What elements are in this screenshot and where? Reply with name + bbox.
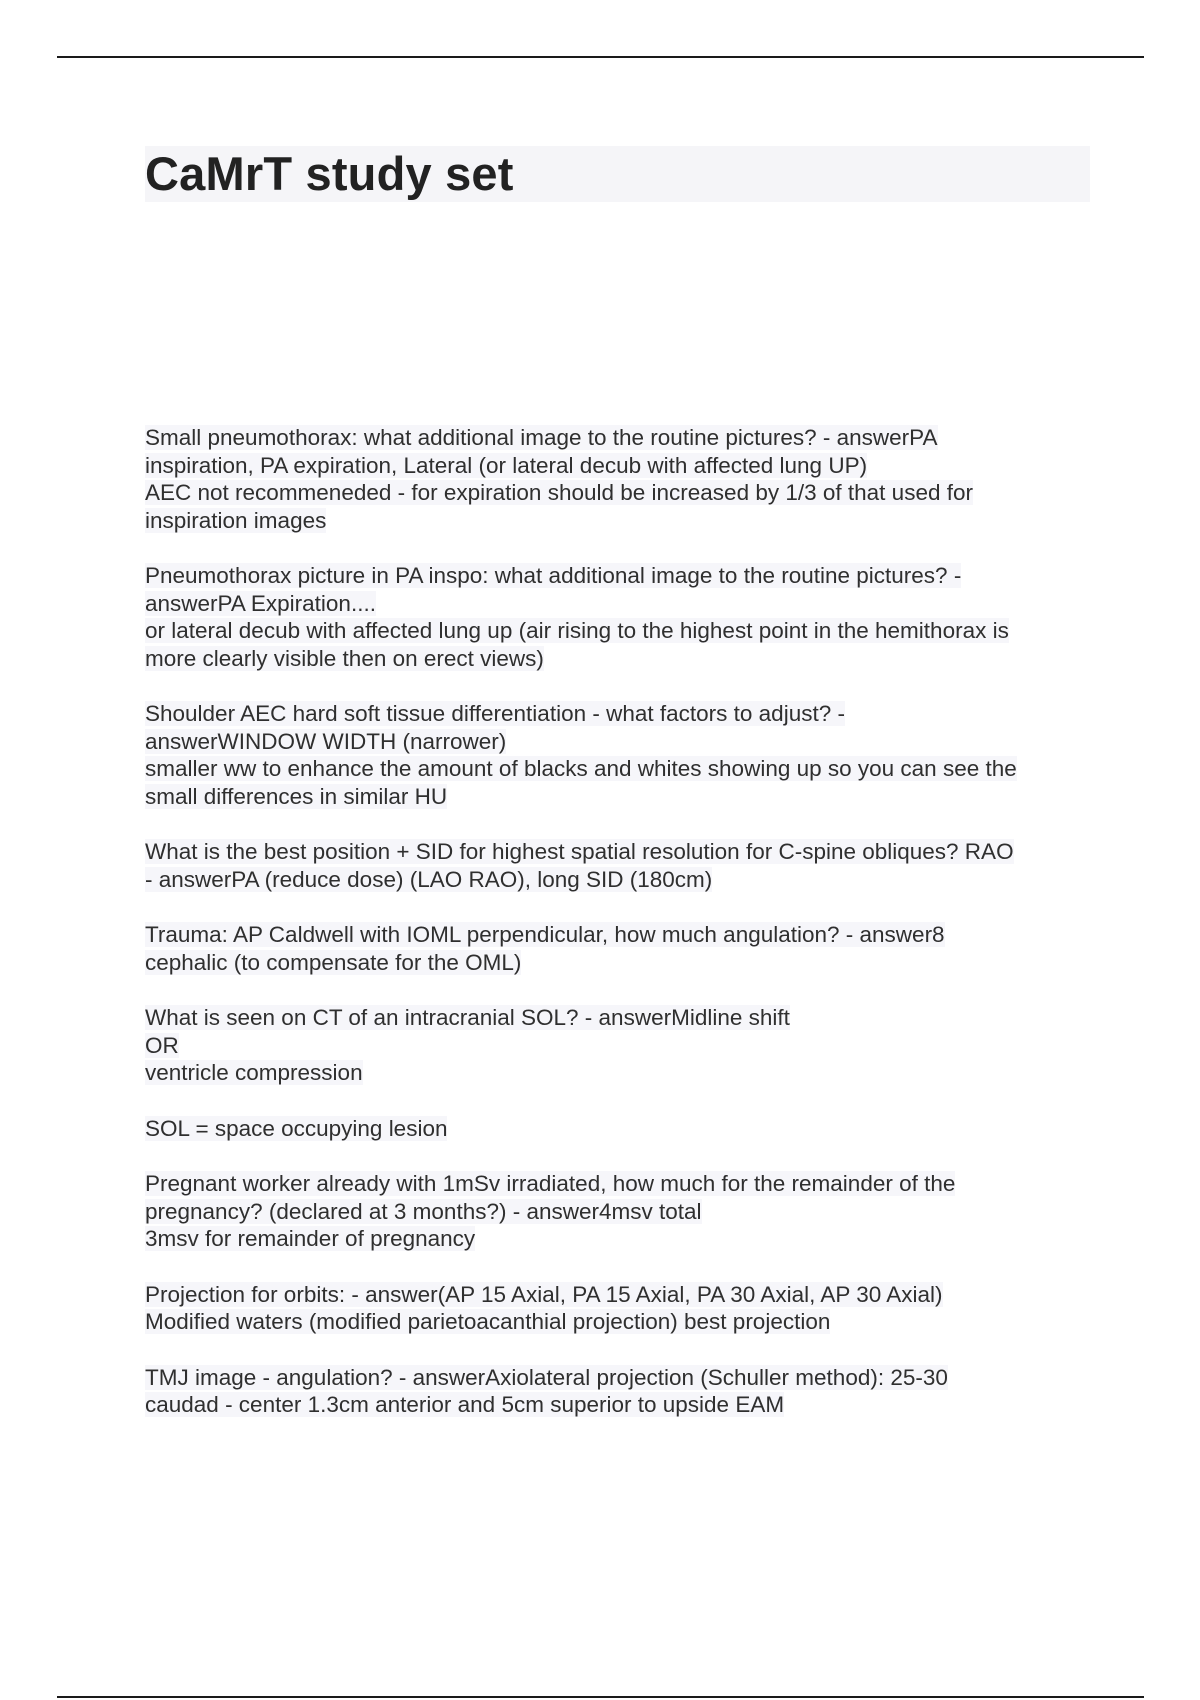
- qa-line-text: Shoulder AEC hard soft tissue differentiation - what factors to adjust? -: [145, 701, 845, 726]
- title-block: [145, 146, 1090, 202]
- qa-line: [145, 1281, 1090, 1309]
- qa-line: [145, 1308, 1090, 1336]
- qa-line: [145, 452, 1090, 480]
- qa-line: [145, 838, 1090, 866]
- qa-line-text: Trauma: AP Caldwell with IOML perpendicular, how much angulation? - answer8: [145, 922, 945, 947]
- qa-line-text: Pneumothorax picture in PA inspo: what additional image to the routine pictures? -: [145, 563, 962, 588]
- qa-line-text: Pregnant worker already with 1mSv irradiated, how much for the remainder of the: [145, 1171, 956, 1196]
- qa-line-text: Small pneumothorax: what additional image to the routine pictures? - answerPA: [145, 425, 938, 450]
- qa-line: [145, 1170, 1090, 1198]
- qa-line-text: more clearly visible then on erect views): [145, 645, 544, 671]
- qa-item: [145, 1364, 1090, 1419]
- qa-line-text: AEC not recommeneded - for expiration should be increased by 1/3 of that used for: [145, 480, 973, 505]
- qa-line: [145, 700, 1090, 728]
- qa-line-text: Modified waters (modified parietoacanthial projection) best projection: [145, 1309, 831, 1334]
- qa-line: [145, 783, 1090, 811]
- qa-item: [145, 424, 1090, 534]
- qa-line: [145, 590, 1090, 618]
- qa-line-text: smaller ww to enhance the amount of blacks and whites showing up so you can see the: [145, 756, 1017, 781]
- qa-line: [145, 755, 1090, 783]
- qa-line: [145, 1115, 1090, 1143]
- qa-line-text: Projection for orbits: - answer(AP 15 Axial, PA 15 Axial, PA 30 Axial, AP 30 Axial): [145, 1281, 943, 1307]
- qa-line-text: inspiration images: [145, 507, 327, 533]
- qa-line-text: answerWINDOW WIDTH (narrower): [145, 728, 507, 754]
- qa-item: [145, 1115, 1090, 1143]
- qa-line-text: pregnancy? (declared at 3 months?) - answer4msv total: [145, 1198, 702, 1224]
- qa-line-text: What is the best position + SID for highest spatial resolution for C-spine obliques? RAO: [145, 839, 1014, 864]
- qa-line: [145, 866, 1090, 894]
- qa-item: [145, 921, 1090, 976]
- qa-line: [145, 728, 1090, 756]
- qa-item: [145, 838, 1090, 893]
- qa-line: [145, 1391, 1090, 1419]
- qa-line: [145, 1198, 1090, 1226]
- qa-line: [145, 1004, 1090, 1032]
- qa-line-text: What is seen on CT of an intracranial SOL? - answerMidline shift: [145, 1005, 790, 1030]
- qa-item: [145, 700, 1090, 810]
- qa-line: [145, 949, 1090, 977]
- qa-line: [145, 479, 1090, 507]
- qa-line: [145, 507, 1090, 535]
- qa-item: [145, 1281, 1090, 1336]
- qa-line: [145, 562, 1090, 590]
- qa-line-text: inspiration, PA expiration, Lateral (or lateral decub with affected lung UP): [145, 452, 868, 478]
- qa-line: [145, 617, 1090, 645]
- qa-line: [145, 645, 1090, 673]
- page-title: CaMrT study set: [145, 147, 514, 200]
- qa-list: [145, 424, 1090, 1447]
- qa-line: [145, 1032, 1090, 1060]
- qa-line: [145, 424, 1090, 452]
- top-rule: [57, 56, 1144, 58]
- qa-line-text: - answerPA (reduce dose) (LAO RAO), long SID (180cm): [145, 866, 713, 892]
- qa-line-text: cephalic (to compensate for the OML): [145, 949, 522, 975]
- qa-line-text: TMJ image - angulation? - answerAxiolateral projection (Schuller method): 25-30: [145, 1364, 948, 1390]
- qa-line-text: caudad - center 1.3cm anterior and 5cm superior to upside EAM: [145, 1392, 785, 1417]
- qa-line-text: answerPA Expiration....: [145, 590, 376, 616]
- qa-line-text: OR: [145, 1032, 179, 1058]
- qa-item: [145, 1170, 1090, 1253]
- bottom-rule: [57, 1696, 1144, 1698]
- qa-line: [145, 921, 1090, 949]
- qa-line: [145, 1364, 1090, 1392]
- qa-line-text: SOL = space occupying lesion: [145, 1115, 448, 1141]
- qa-line: [145, 1059, 1090, 1087]
- qa-item: [145, 1004, 1090, 1087]
- qa-item: [145, 562, 1090, 672]
- qa-line-text: 3msv for remainder of pregnancy: [145, 1226, 476, 1251]
- qa-line-text: small differences in similar HU: [145, 783, 448, 809]
- qa-line-text: or lateral decub with affected lung up (air rising to the highest point in the hemithorax is: [145, 618, 1009, 643]
- qa-line-text: ventricle compression: [145, 1060, 363, 1085]
- qa-line: [145, 1225, 1090, 1253]
